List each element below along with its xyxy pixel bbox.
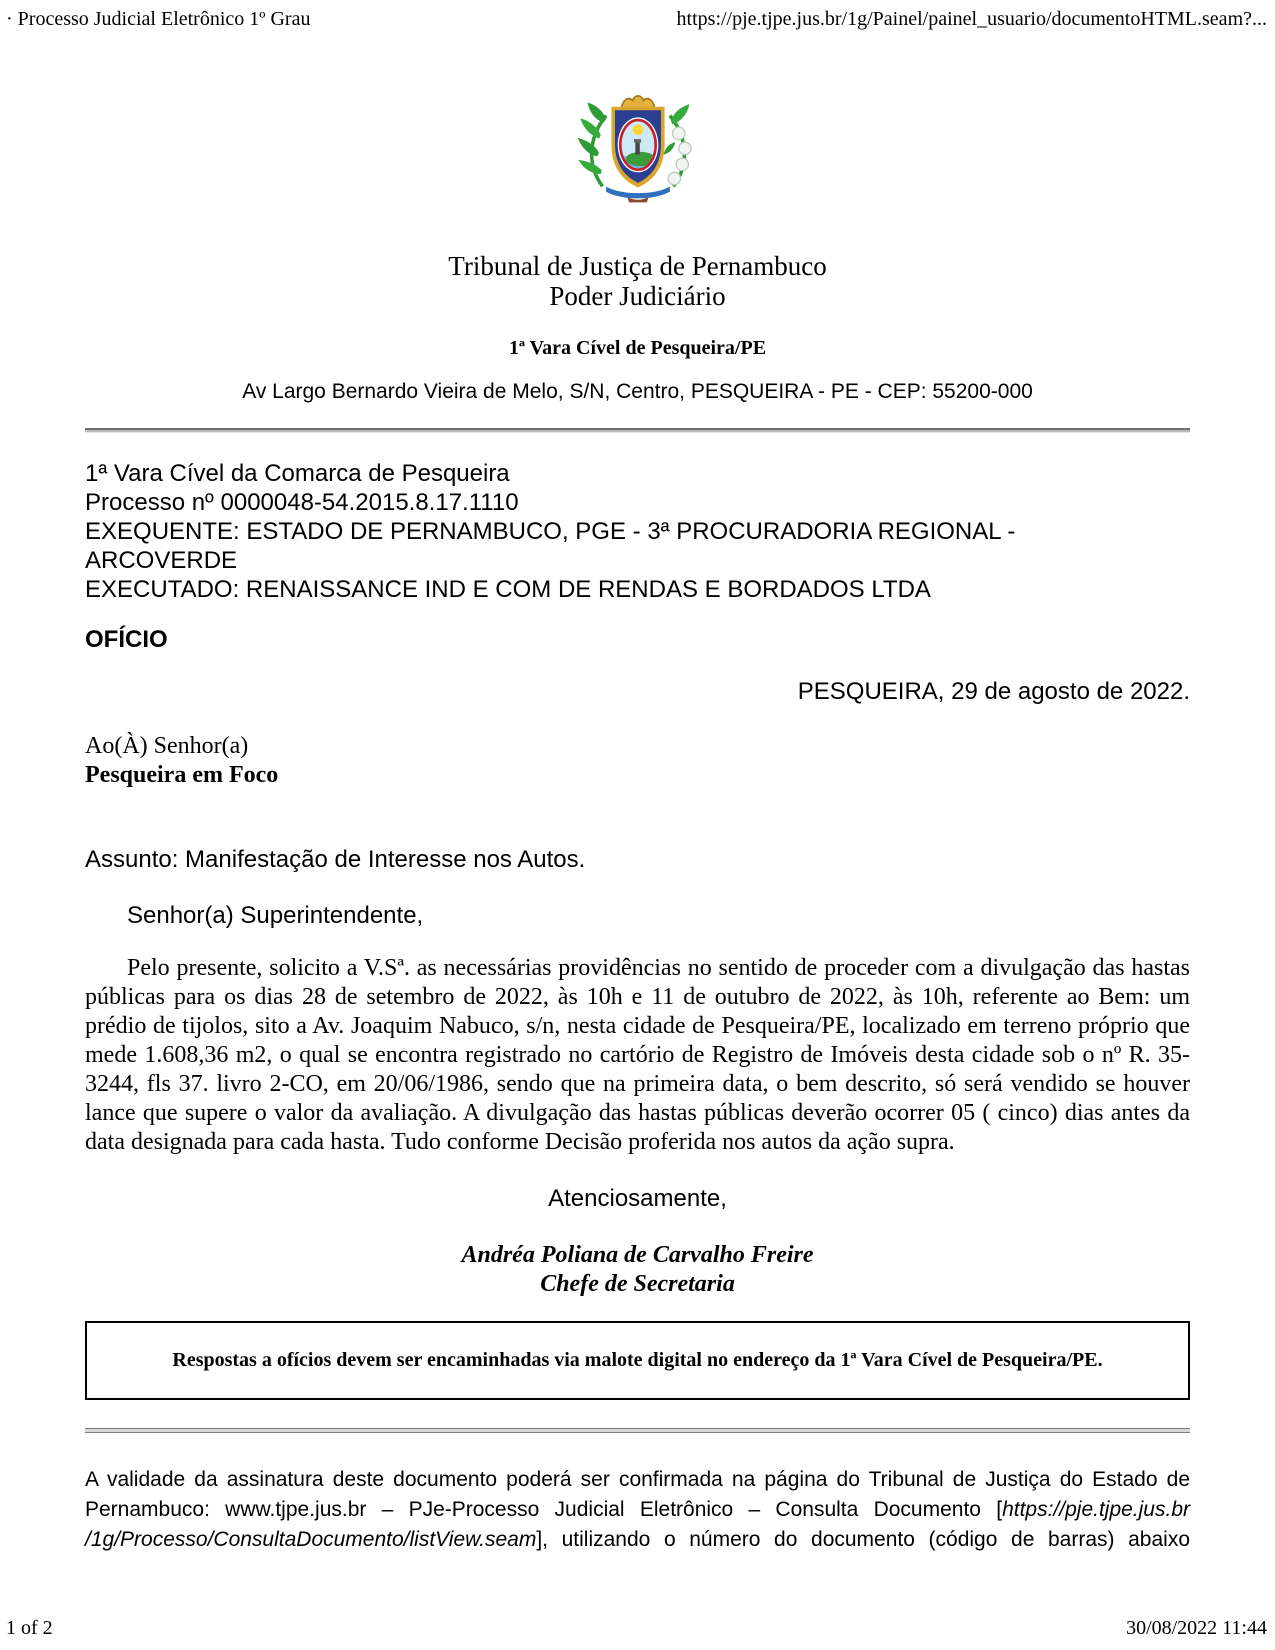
page-number: 1 of 2 [6, 1617, 53, 1639]
print-footer [6, 1617, 1267, 1640]
case-info-exequente-line: EXEQUENTE: ESTADO DE PERNAMBUCO, PGE - 3ª PROCURADORIA REGIONAL - [85, 518, 1016, 545]
validation-text-suffix: ], utilizando o número do documento (código de barras) abaixo [536, 1528, 1190, 1551]
signature-block [85, 1241, 1190, 1299]
subject-line: Assunto: Manifestação de Interesse nos Autos. [85, 846, 586, 873]
print-header-url: https://pje.tjpe.jus.br/1g/Painel/painel_usuario/documentoHTML.seam?... [676, 8, 1267, 30]
print-header-title: · Processo Judicial Eletrônico 1º Grau [6, 8, 311, 30]
pernambuco-coat-of-arms-icon [576, 92, 700, 226]
signer-name: Andréa Poliana de Carvalho Freire [461, 1242, 814, 1268]
notice-box [85, 1321, 1190, 1400]
validation-paragraph [85, 1465, 1190, 1555]
case-info-executado-line: EXECUTADO: RENAISSANCE IND E COM DE RENDAS E BORDADOS LTDA [85, 576, 931, 603]
validation-url: https://pje.tjpe.jus.br /1g/Processo/ConsultaDocumento/listView.seam [85, 1498, 1190, 1551]
case-info-court-line: 1ª Vara Cível da Comarca de Pesqueira [85, 460, 510, 487]
court-address: Av Largo Bernardo Vieira de Melo, S/N, Centro, PESQUEIRA - PE - CEP: 55200-000 [242, 380, 1033, 403]
addressee-salutation: Ao(À) Senhor(a) [85, 733, 249, 759]
tjpe-coat-of-arms-logo [85, 92, 1190, 231]
validation-text-prefix: A validade da assinatura deste documento poderá ser confirmada na página do Tribunal de Justiça do Estado de Pernambuco: www.tjpe.jus.br – PJe-Processo Judicial Eletrônico – Consulta Documento [ [85, 1468, 1190, 1521]
body-paragraph: Pelo presente, solicito a V.Sª. as necessárias providências no sentido de proceder com a divulgação das hastas públicas para os dias 28 de setembro de 2022, às 10h e 11 de outubro de 2022, às 10h, referente ao Bem: um prédio de tijolos, sito a Av. Joaquim Nabuco, s/n, nesta cidade de Pesqueira/PE, localizado em terreno próprio que mede 1.608,36 m2, o qual se encontra registrado no cartório de Registro de Imóveis desta cidade sob o nº R. 35-3244, fls 37. livro 2-CO, em 20/06/1986, sendo que na primeira data, o bem descrito, só será vendido se houver lance que supere o valor da avaliação. A divulgação das hastas públicas deverão ocorrer 05 ( cinco) dias antes da data designada para cada hasta. Tudo conforme Decisão proferida nos autos da ação supra. [85, 955, 1190, 1155]
case-info-process-line: Processo nº 0000048-54.2015.8.17.1110 [85, 489, 519, 516]
org-branch: Poder Judiciário [549, 281, 726, 311]
notice-text: Respostas a ofícios devem ser encaminhadas via malote digital no endereço da 1ª Vara Cível de Pesqueira/PE. [172, 1349, 1103, 1371]
closing-line: Atenciosamente, [548, 1185, 727, 1212]
addressee-name: Pesqueira em Foco [85, 762, 279, 788]
org-name: Tribunal de Justiça de Pernambuco [448, 251, 827, 281]
print-timestamp: 30/08/2022 11:44 [1126, 1617, 1267, 1639]
footer-divider [85, 1428, 1190, 1433]
case-info-exequente-line2: ARCOVERDE [85, 547, 238, 574]
date-line: PESQUEIRA, 29 de agosto de 2022. [797, 678, 1190, 705]
document-type-heading: OFÍCIO [85, 626, 168, 653]
document-body [85, 0, 1190, 1555]
case-info [85, 459, 1190, 604]
addressee-block [85, 732, 1190, 790]
greeting-line: Senhor(a) Superintendente, [127, 902, 424, 929]
signer-title: Chefe de Secretaria [540, 1271, 735, 1297]
court-name: 1ª Vara Cível de Pesqueira/PE [508, 337, 767, 359]
header-divider [85, 428, 1190, 433]
